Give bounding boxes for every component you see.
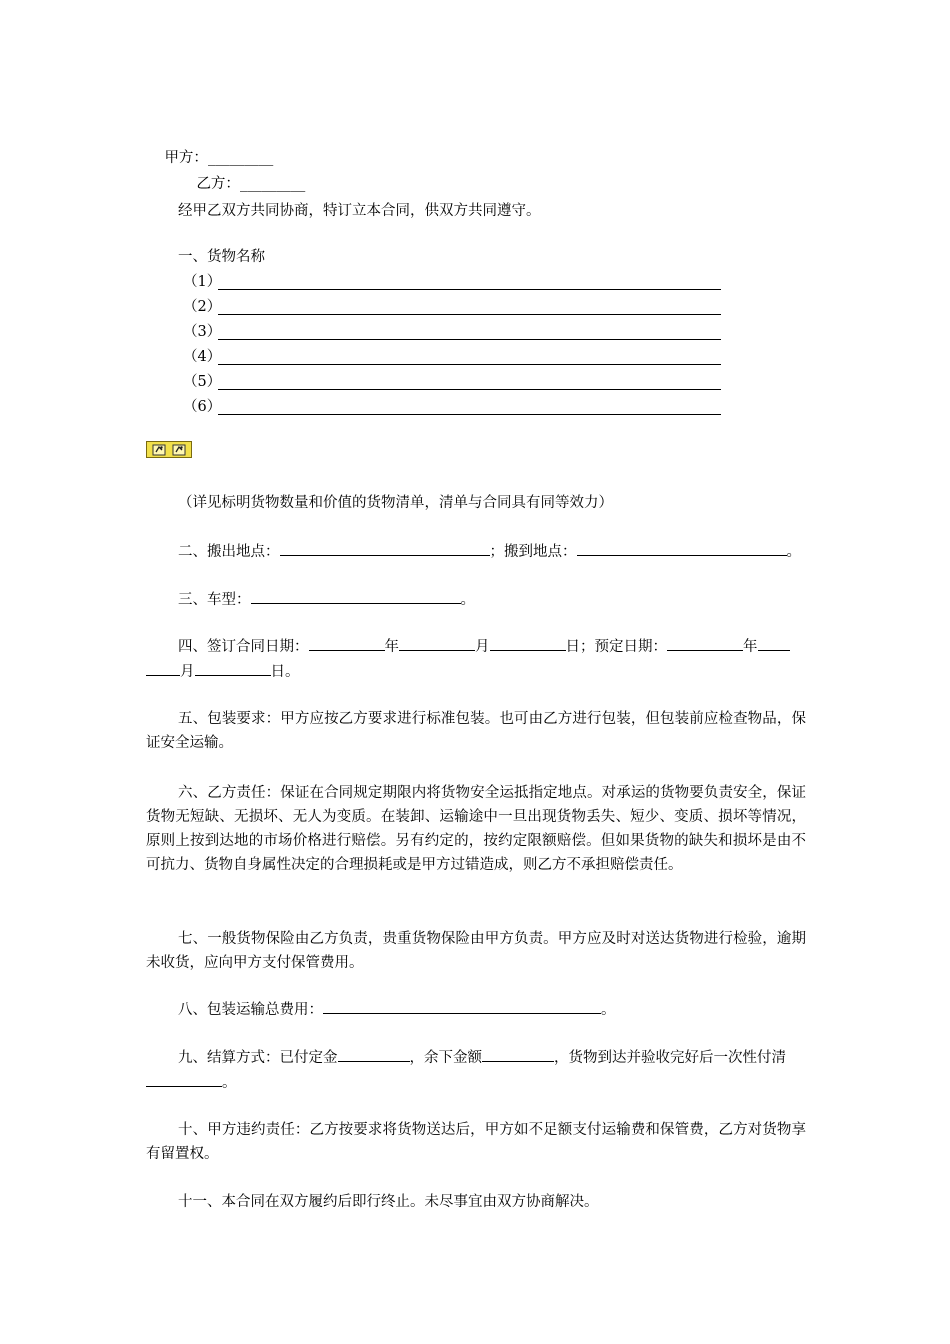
- section7-paragraph: 七、一般货物保险由乙方负责，贵重货物保险由甲方负责。甲方应及时对送达货物进行检验，逾期未收货，应向甲方支付保管费用。: [146, 931, 806, 971]
- total-fee-blank[interactable]: [323, 999, 601, 1014]
- goods-item-blank[interactable]: [218, 325, 721, 340]
- section2-from-label: 二、搬出地点：: [178, 544, 280, 560]
- section8-line: [178, 999, 616, 1020]
- final-payment-blank[interactable]: [146, 1072, 222, 1087]
- section4-scheduled-label: ；预定日期：: [580, 639, 667, 655]
- goods-item-blank[interactable]: [218, 400, 721, 415]
- scheduled-day-blank[interactable]: [195, 661, 271, 676]
- goods-item-number: （4）: [183, 349, 222, 365]
- section9-end: 。: [222, 1075, 237, 1091]
- section9-line1: [178, 1047, 786, 1068]
- month-unit: 月: [475, 639, 490, 655]
- goods-item-blank[interactable]: [218, 375, 721, 390]
- sign-year-blank[interactable]: [309, 636, 385, 651]
- section5-paragraph: 五、包装要求：甲方应按乙方要求进行标准包装。也可由乙方进行包装，但包装前应检查物品，保证安全运输。: [146, 711, 806, 751]
- goods-item: [183, 322, 221, 342]
- goods-item-number: （5）: [183, 374, 222, 390]
- origin-blank[interactable]: [280, 541, 490, 556]
- section3-end: 。: [460, 592, 475, 608]
- section2-to-label: ；搬到地点：: [489, 544, 577, 560]
- section1-title: 一、货物名称: [178, 249, 265, 265]
- section3-label: 三、车型：: [178, 592, 251, 608]
- section9-line2: [146, 1072, 237, 1093]
- vehicle-type-blank[interactable]: [251, 589, 461, 604]
- section10-paragraph: 十、甲方违约责任：乙方按要求将货物送达后，甲方如不足额支付运输费和保管费，乙方对货物享有留置权。: [146, 1122, 806, 1162]
- goods-list-note: （详见标明货物数量和价值的货物清单，清单与合同具有同等效力）: [178, 495, 613, 511]
- intro-text: 经甲乙双方共同协商，特订立本合同，供双方共同遵守。: [178, 203, 541, 219]
- section2-end: 。: [786, 544, 801, 560]
- attachment-icon[interactable]: [150, 443, 168, 456]
- goods-item-number: （1）: [183, 274, 222, 290]
- section8-end: 。: [601, 1002, 616, 1018]
- scheduled-month-blank-part2[interactable]: [146, 661, 180, 676]
- sign-month-blank[interactable]: [399, 636, 475, 651]
- remaining-label: ，余下金额: [409, 1050, 482, 1066]
- goods-item-blank[interactable]: [218, 275, 721, 290]
- deposit-blank[interactable]: [338, 1047, 410, 1062]
- payment-terms-label: ，货物到达并验收完好后一次性付清: [554, 1050, 786, 1066]
- party-b-blank[interactable]: _________: [239, 176, 306, 192]
- goods-item-number: （6）: [183, 399, 222, 415]
- sign-day-blank[interactable]: [490, 636, 566, 651]
- section6-paragraph: 六、乙方责任：保证在合同规定期限内将货物安全运抵指定地点。对承运的货物要负责安全，保证货物无短缺、无损坏、无人为变质。在装卸、运输途中一旦出现货物丢失、短少、变质、损坏等情况，原则上按到达地的市场价格进行赔偿。另有约定的，按约定限额赔偿。但如果货物的缺失和损坏是由不可抗力、货物自身属性决定的合理损耗或是甲方过错造成，则乙方不承担赔偿责任。: [146, 785, 806, 873]
- goods-item: [183, 397, 221, 417]
- goods-item-number: （3）: [183, 324, 222, 340]
- day-unit: 日: [565, 639, 580, 655]
- section4-end: 。: [285, 664, 300, 680]
- section2-line: [178, 541, 801, 562]
- section4-line2: [146, 661, 300, 682]
- day-unit: 日: [270, 664, 285, 680]
- section3-line: [178, 589, 475, 610]
- goods-item: [183, 372, 221, 392]
- month-unit: 月: [180, 664, 195, 680]
- attachment-icons[interactable]: [146, 441, 192, 458]
- destination-blank[interactable]: [577, 541, 787, 556]
- section11-text: 十一、本合同在双方履约后即行终止。未尽事宜由双方协商解决。: [178, 1194, 599, 1210]
- party-a-blank[interactable]: _________: [207, 150, 274, 166]
- year-unit: 年: [743, 639, 758, 655]
- party-b-label: 乙方：: [196, 176, 240, 192]
- scheduled-year-blank[interactable]: [667, 636, 743, 651]
- section4-label: 四、签订合同日期：: [178, 639, 309, 655]
- goods-item-blank[interactable]: [218, 350, 721, 365]
- deposit-label: 九、结算方式：已付定金: [178, 1050, 338, 1066]
- goods-item: [183, 272, 221, 292]
- year-unit: 年: [384, 639, 399, 655]
- section4-line1: [178, 636, 790, 657]
- attachment-icon[interactable]: [170, 443, 188, 456]
- goods-item-blank[interactable]: [218, 300, 721, 315]
- section8-label: 八、包装运输总费用：: [178, 1002, 323, 1018]
- goods-item-number: （2）: [183, 299, 222, 315]
- scheduled-month-blank-part1[interactable]: [758, 636, 790, 651]
- party-a-label: 甲方：: [164, 150, 208, 166]
- remaining-blank[interactable]: [482, 1047, 554, 1062]
- goods-item: [183, 297, 221, 317]
- goods-item: [183, 347, 221, 367]
